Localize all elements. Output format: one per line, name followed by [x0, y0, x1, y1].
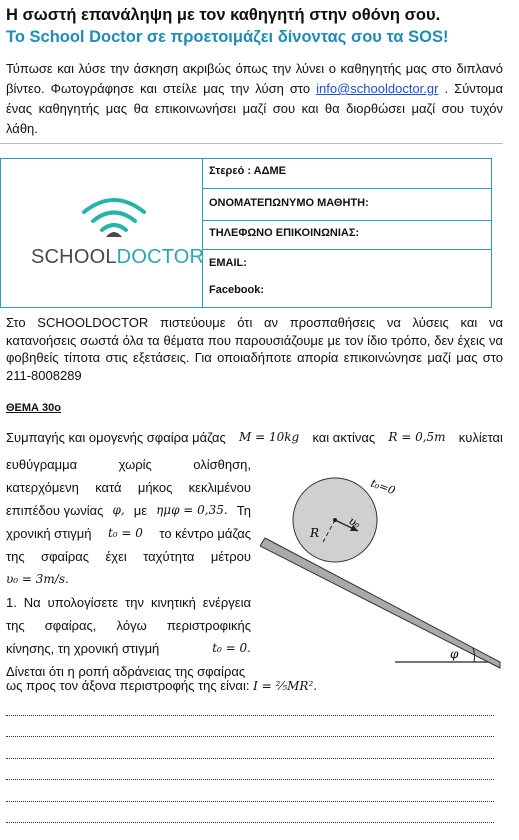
incline-diagram — [260, 465, 505, 670]
theme-title: ΘΕΜΑ 30ο — [6, 402, 62, 414]
student-info-table — [0, 158, 492, 308]
problem-line: ευθύγραμμα χωρίς ολίσθηση, — [6, 457, 251, 472]
page-subtitle: Το School Doctor σε προετοιμάζει δίνοντας σου τα SOS! — [6, 28, 449, 46]
table-divider — [202, 159, 203, 307]
email-link[interactable]: info@schooldoctor.gr — [316, 81, 439, 96]
problem-line: χρονική στιγμή t₀ = 0 το κέντρο μάζας — [6, 526, 251, 541]
problem-line: κατερχόμενη κατά μήκος κεκλιμένου — [6, 480, 251, 495]
facebook-field[interactable]: Facebook: — [209, 284, 265, 296]
table-divider — [202, 249, 491, 250]
divider — [0, 143, 503, 144]
table-divider — [202, 188, 491, 189]
answer-line[interactable] — [6, 715, 494, 716]
phone-field[interactable]: ΤΗΛΕΦΩΝΟ ΕΠΙΚΟΙΝΩΝΙΑΣ: — [209, 227, 360, 239]
problem-line: επιπέδου γωνίας φ, με ημφ = 0,35. Τη — [6, 503, 251, 518]
intro-paragraph — [6, 59, 503, 139]
schooldoctor-logo: SCHOOLDOCTOR — [31, 246, 205, 268]
wifi-logo-icon — [79, 192, 149, 242]
student-name-field[interactable]: ΟΝΟΜΑΤΕΠΩΝΥΜΟ ΜΑΘΗΤΗ: — [209, 197, 369, 209]
given-text: ως προς τον άξονα περιστροφής της είναι: I = ⅖MR². — [6, 678, 318, 693]
problem-line: της σφαίρας έχει ταχύτητα μέτρου — [6, 549, 251, 564]
intro-text-after: . Σύντομα ένας καθηγητής μας θα επικοινωνήσει μαζί σου και θα διορθώσει μαζί σου τυχόν λάθη. — [6, 81, 503, 136]
answer-line[interactable] — [6, 779, 494, 780]
incline-plane — [260, 538, 500, 668]
given-text: Δίνεται ότι η ροπή αδράνειας της σφαίρας — [6, 664, 246, 679]
problem-line: υ₀ = 3m/s. — [6, 572, 69, 586]
velocity-label: υ₀ — [346, 514, 363, 531]
table-divider — [202, 220, 491, 221]
info-paragraph: Στο SCHOOLDOCTOR πιστεύουμε ότι αν προσπαθήσεις να λύσεις και να κατανοήσεις σωστά όλα τα θέματα που παρουσιάζουμε με τον ίδιο τρόπο, δεν έχεις να φοβηθείς τίποτα στις εξετάσεις. Για οποιαδήποτε απορία επικοινώνησε μαζί μας στο 211-8008289 — [6, 315, 503, 383]
intro-text-before: Τύπωσε και λύσε την άσκηση ακριβώς όπως την λύνει ο καθηγητής μας στο διπλανό βίντεο. Φωτογράφησε και στείλε μας την λύση στο — [6, 61, 503, 96]
radius-label: R — [310, 526, 320, 540]
question-1: της σφαίρας, λόγω περιστροφικής — [6, 618, 251, 633]
problem-text — [6, 453, 251, 683]
answer-line[interactable] — [6, 736, 494, 737]
inertia-formula: I = ⅖MR². — [253, 679, 318, 693]
question-1: 1. Να υπολογίσετε την κινητική ενέργεια — [6, 595, 251, 610]
email-field[interactable]: EMAIL: — [209, 257, 247, 269]
answer-line[interactable] — [6, 801, 494, 802]
answer-line[interactable] — [6, 822, 494, 823]
subject-field: Στερεό : ΑΔΜΕ — [209, 165, 287, 177]
problem-line-1: Συμπαγής και ομογενής σφαίρα μάζας M = 10kg και ακτίνας R = 0,5m κυλίεται — [6, 430, 503, 445]
answer-line[interactable] — [6, 758, 494, 759]
question-1: κίνησης, τη χρονική στιγμή t₀ = 0. — [6, 641, 251, 656]
phi-label: φ — [450, 647, 459, 661]
page-title: Η σωστή επανάληψη με τον καθηγητή στην οθόνη σου. — [6, 6, 441, 24]
time-label: t₀=0 — [368, 476, 397, 498]
